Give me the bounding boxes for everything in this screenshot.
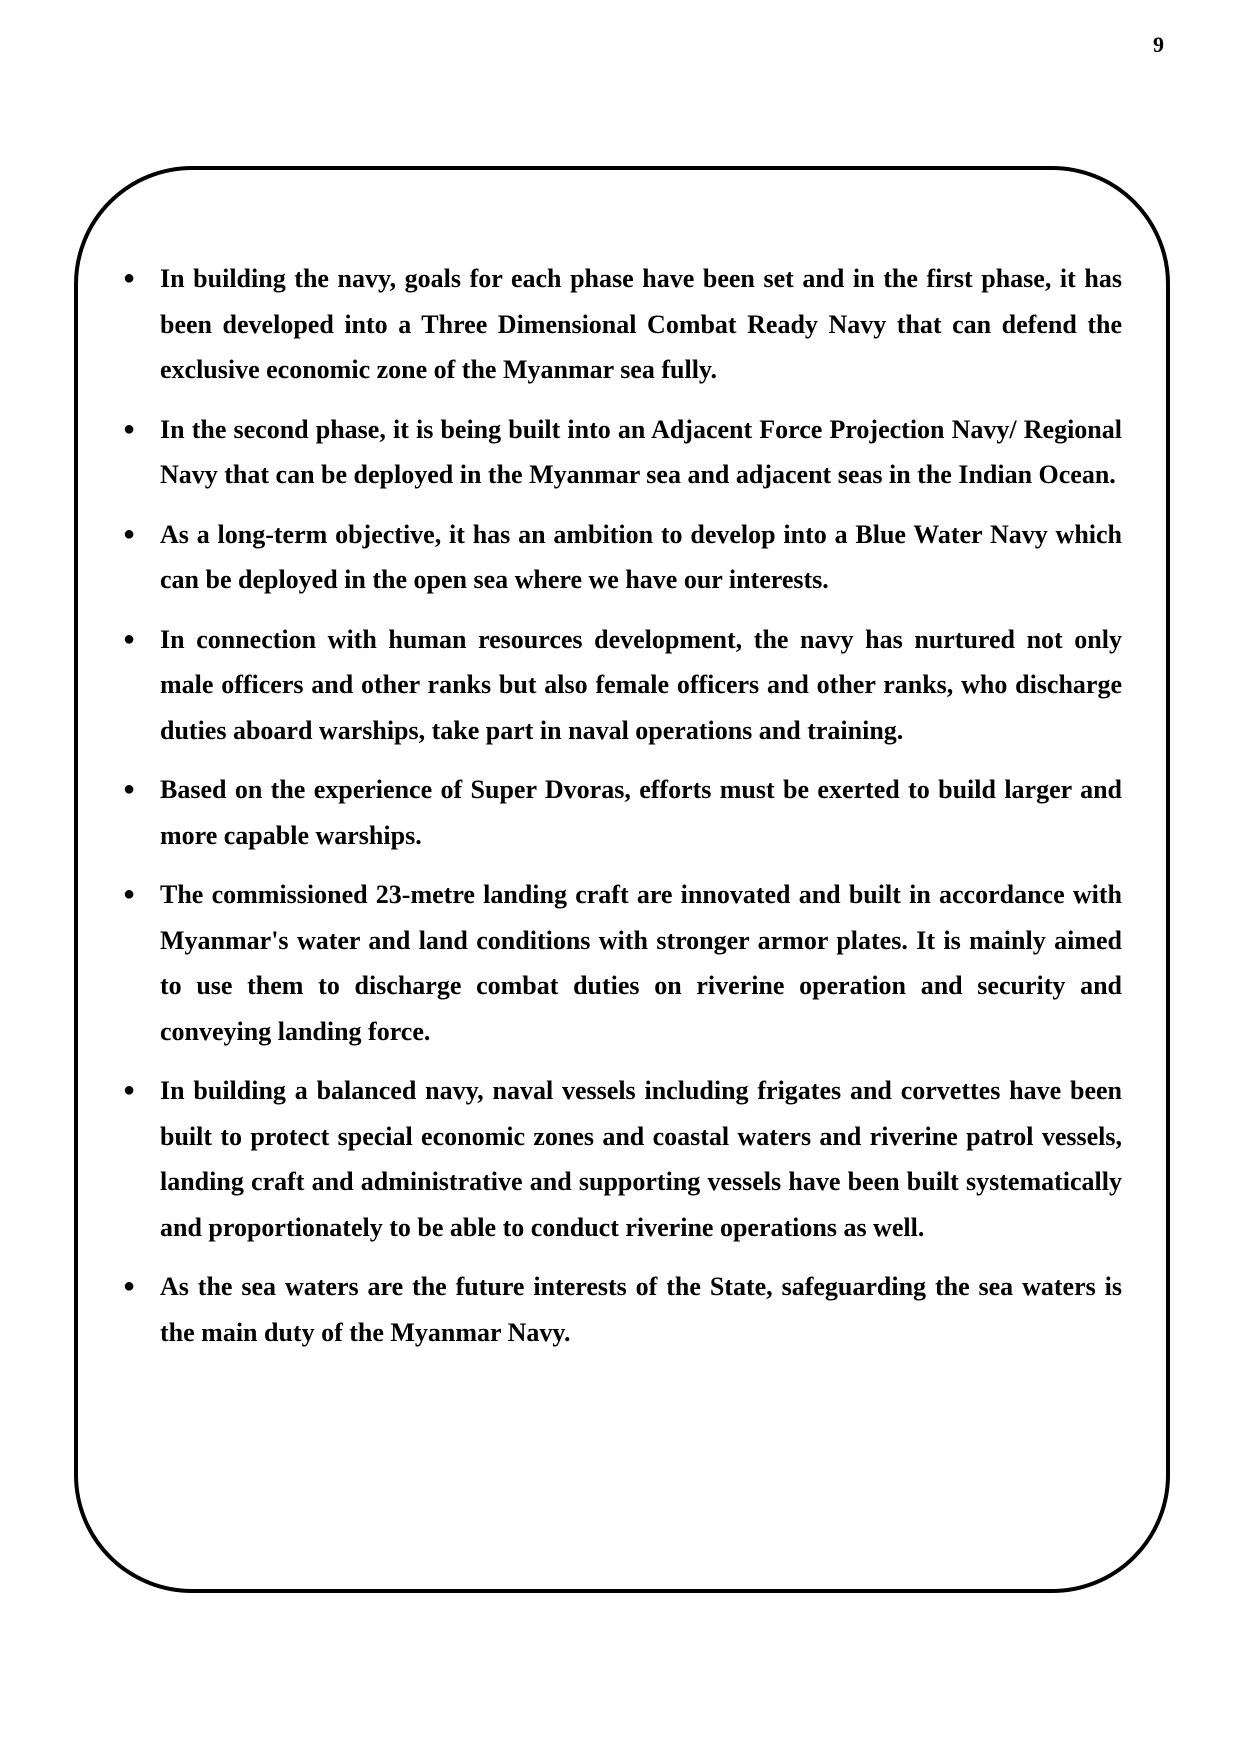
bullet-dot-icon: ●	[123, 627, 136, 650]
bullet-dot-icon: ●	[123, 883, 136, 905]
bullet-dot-icon: ●	[123, 417, 136, 440]
bullet-item-balanced-navy	[123, 1068, 1122, 1250]
bullet-item-long-term-objective	[123, 512, 1122, 603]
page-number: 9	[1153, 32, 1164, 57]
bullet-text: In connection with human resources development, the navy has nurtured not only male officers and other ranks but also female officers and other ranks, who discharge duties aboard warships, take part in naval operations and training.	[160, 624, 1122, 745]
bullet-dot-icon: ●	[123, 1079, 136, 1101]
bullet-text: The commissioned 23-metre landing craft are innovated and built in accordance with Myanmar's water and land conditions with stronger armor plates. It is mainly aimed to use them to discharge combat duties on riverine operation and security and conveying landing force.	[160, 880, 1122, 1046]
bullet-dot-icon: ●	[123, 1275, 136, 1297]
bullet-dot-icon: ●	[123, 267, 136, 289]
bullet-item-sea-waters	[123, 1264, 1122, 1355]
bullet-text: In building a balanced navy, naval vessels including frigates and corvettes have been built to protect special economic zones and coastal waters and riverine patrol vessels, landing craft and administrative and supporting vessels have been built systematically and proportionately to be able to conduct riverine operations as well.	[160, 1076, 1122, 1242]
bullet-item-phase-one	[123, 256, 1122, 393]
bullet-text: As a long-term objective, it has an ambition to develop into a Blue Water Navy which can be deployed in the open sea where we have our interests.	[160, 519, 1122, 594]
bullet-text: In building the navy, goals for each phase have been set and in the first phase, it has been developed into a Three Dimensional Combat Ready Navy that can defend the exclusive economic zone of the Myanmar sea fully.	[160, 264, 1122, 384]
bullet-item-super-dvoras	[123, 767, 1122, 858]
bullet-item-phase-two	[123, 407, 1122, 498]
bullet-text: As the sea waters are the future interests of the State, safeguarding the sea waters is the main duty of the Myanmar Navy.	[160, 1272, 1122, 1347]
bullet-item-landing-craft	[123, 872, 1122, 1054]
bullet-dot-icon: ●	[123, 522, 136, 545]
bullet-dot-icon: ●	[123, 778, 136, 800]
bullet-text: In the second phase, it is being built into an Adjacent Force Projection Navy/ Regional Navy that can be deployed in the Myanmar sea and adjacent seas in the Indian Ocean.	[160, 414, 1122, 489]
bullet-text: Based on the experience of Super Dvoras, efforts must be exerted to build larger and more capable warships.	[160, 775, 1122, 850]
bullet-item-human-resources	[123, 617, 1122, 754]
bullet-list	[123, 256, 1122, 1369]
